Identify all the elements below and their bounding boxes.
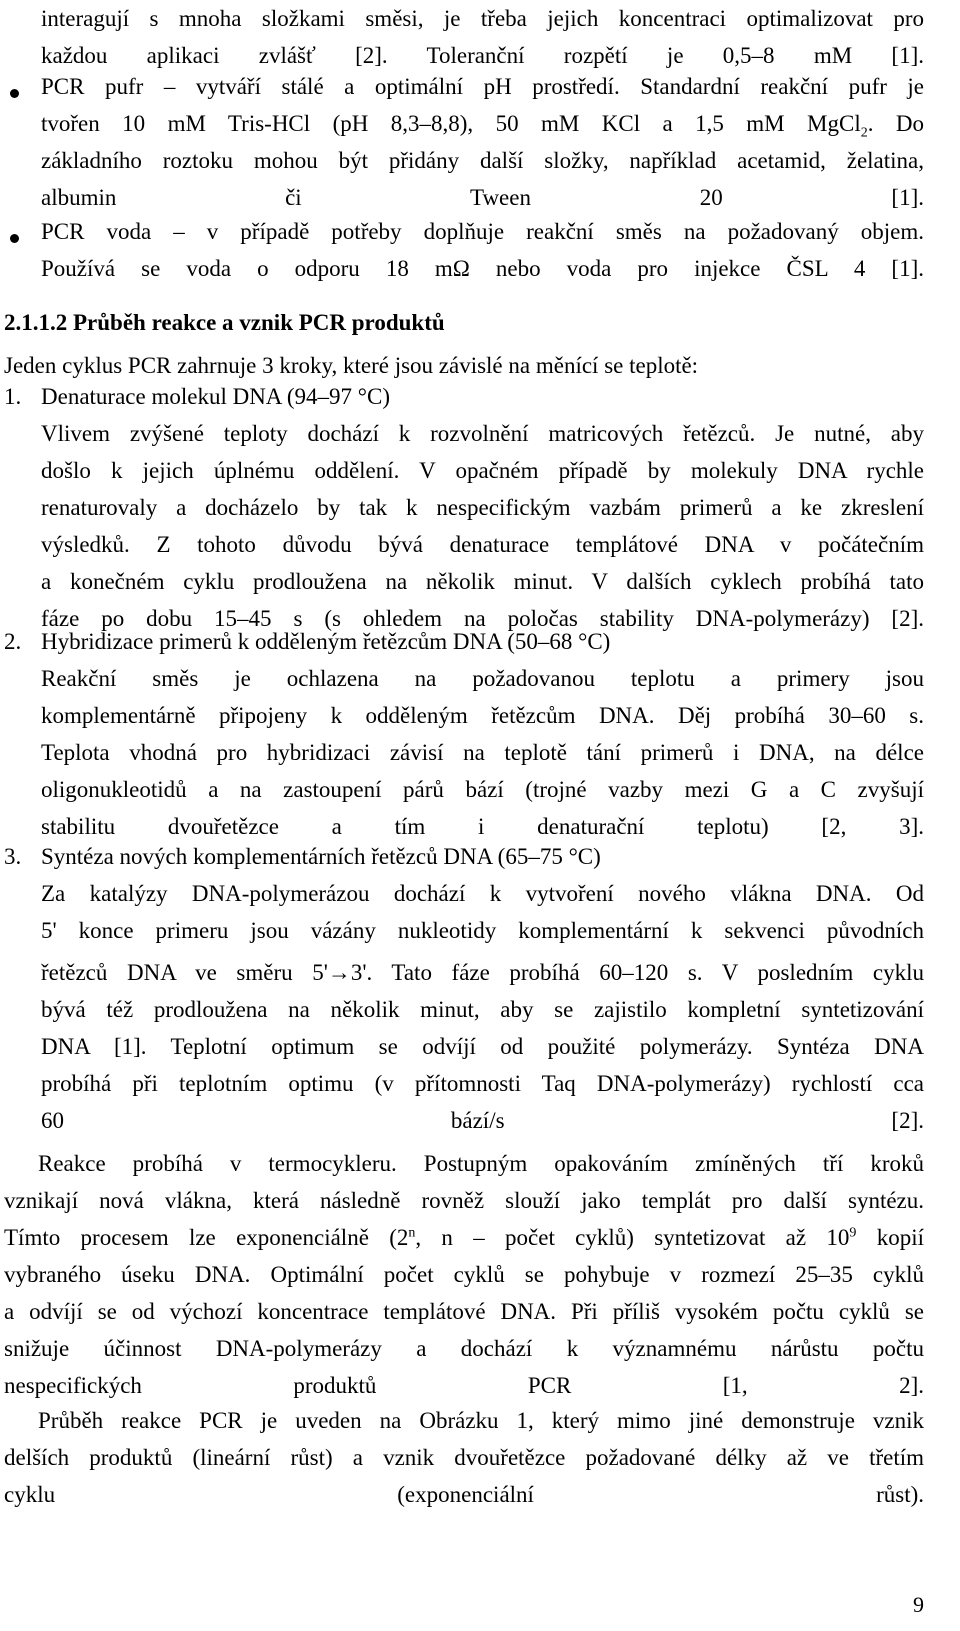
text-line: fáze po dobu 15–45 s (s ohledem na poločas stability DNA-polymerázy) [2].	[41, 606, 924, 631]
text-line: a konečném cyklu prodloužena na několik minut. V dalších cyklech probíhá tato	[41, 569, 924, 594]
text-line: komplementárně připojeny k odděleným řetězcům DNA. Děj probíhá 30–60 s.	[41, 703, 924, 728]
step-1	[41, 378, 924, 637]
text-line: vybraného úseku DNA. Optimální počet cyklů se pohybuje v rozmezí 25–35 cyklů	[4, 1262, 924, 1287]
text-line: došlo k jejich úplnému oddělení. V opačném případě by molekuly DNA rychle	[41, 458, 924, 483]
step-title: Denaturace molekul DNA (94–97 °C)	[41, 384, 390, 409]
text-line: Průběh reakce PCR je uveden na Obrázku 1, který mimo jiné demonstruje vznik	[38, 1408, 924, 1433]
section-intro: Jeden cyklus PCR zahrnuje 3 kroky, které jsou závislé na měnící se teplotě:	[4, 353, 699, 378]
text-line: výsledků. Z tohoto důvodu bývá denaturace templátové DNA v počátečním	[41, 532, 924, 557]
text-line: vznikají nová vlákna, která následně rovněž slouží jako templát pro další syntézu.	[4, 1188, 924, 1213]
bullet-item-pcr-pufr	[41, 68, 924, 216]
text-line: delších produktů (lineární růst) a vznik dvouřetězce požadované délky až ve třetím	[4, 1445, 924, 1470]
step-number: 2.	[4, 629, 22, 654]
text-line: PCR voda – v případě potřeby doplňuje reakční směs na požadovaný objem.	[41, 219, 924, 244]
text-line: 5' konce primeru jsou vázány nukleotidy komplementární k sekvenci původních	[41, 918, 924, 943]
text-line: každou aplikaci zvlášť [2]. Toleranční rozpětí je 0,5–8 mM [1].	[41, 43, 924, 68]
text-line: Reakce probíhá v termocykleru. Postupným opakováním zmíněných tří kroků	[38, 1151, 924, 1176]
text-line: albumin či Tween 20 [1].	[41, 185, 924, 210]
bullet-dot-icon	[10, 89, 19, 98]
text-line: řetězců DNA ve směru 5'→3'. Tato fáze probíhá 60–120 s. V posledním cyklu	[41, 960, 924, 985]
text-line: cyklu (exponenciální růst).	[4, 1482, 924, 1507]
page-number: 9	[913, 1592, 924, 1617]
step-2	[41, 623, 924, 845]
text-line: DNA [1]. Teplotní optimum se odvíjí od použité polymerázy. Syntéza DNA	[41, 1034, 924, 1059]
step-title: Syntéza nových komplementárních řetězců DNA (65–75 °C)	[41, 844, 601, 869]
bullet-dot-icon	[10, 234, 19, 243]
text-line: a odvíjí se od výchozí koncentrace templátové DNA. Při příliš vysokém počtu cyklů se	[4, 1299, 924, 1324]
text-line: základního roztoku mohou být přidány další složky, například acetamid, želatina,	[41, 148, 924, 173]
text-line: oligonukleotidů a na zastoupení párů bází (trojné vazby mezi G a C zvyšují	[41, 777, 924, 802]
text-line: snižuje účinnost DNA-polymerázy a dochází k významnému nárůstu počtu	[4, 1336, 924, 1361]
bullet-continuation	[41, 0, 924, 74]
text-line: Tímto procesem lze exponenciálně (2$^n$, n – počet cyklů) syntetizovat až $10^9$ kopií	[4, 1225, 924, 1250]
text-line: 60 bází/s [2].	[41, 1108, 924, 1133]
paragraph-prubeh	[4, 1402, 924, 1513]
text-line: nespecifických produktů PCR [1, 2].	[4, 1373, 924, 1398]
text-line: Za katalýzy DNA-polymerázou dochází k vytvoření nového vlákna DNA. Od	[41, 881, 924, 906]
text-line: probíhá při teplotním optimu (v přítomnosti Taq DNA-polymerázy) rychlostí cca	[41, 1071, 924, 1096]
text-line: Používá se voda o odporu 18 mΩ nebo voda pro injekce ČSL 4 [1].	[41, 256, 924, 281]
text-line: Vlivem zvýšené teploty dochází k rozvolnění matricových řetězců. Je nutné, aby	[41, 421, 924, 446]
bullet-item-pcr-voda	[41, 213, 924, 287]
step-title: Hybridizace primerů k odděleným řetězcům DNA (50–68 °C)	[41, 629, 611, 654]
text-line: interagují s mnoha složkami směsi, je třeba jejich koncentraci optimalizovat pro	[41, 6, 924, 31]
paragraph-termocykler	[4, 1145, 924, 1404]
text-line: Reakční směs je ochlazena na požadovanou teplotu a primery jsou	[41, 666, 924, 691]
text-line: PCR pufr – vytváří stálé a optimální pH prostředí. Standardní reakční pufr je	[41, 74, 924, 99]
step-3	[41, 838, 924, 1139]
step-number: 3.	[4, 844, 22, 869]
section-heading: 2.1.1.2 Průběh reakce a vznik PCR produktů	[4, 310, 445, 335]
text-line: stabilitu dvouřetězce a tím i denaturační teplotu) [2, 3].	[41, 814, 924, 839]
text-line: bývá též prodloužena na několik minut, aby se zajistilo kompletní syntetizování	[41, 997, 924, 1022]
step-number: 1.	[4, 384, 22, 409]
text-line: Teplota vhodná pro hybridizaci závisí na teplotě tání primerů i DNA, na délce	[41, 740, 924, 765]
text-line: renaturovaly a docházelo by tak k nespecifickým vazbám primerů a ke zkreslení	[41, 495, 924, 520]
text-line: tvořen 10 mM Tris-HCl (pH 8,3–8,8), 50 mM KCl a 1,5 mM MgCl$_2$. Do	[41, 111, 924, 141]
